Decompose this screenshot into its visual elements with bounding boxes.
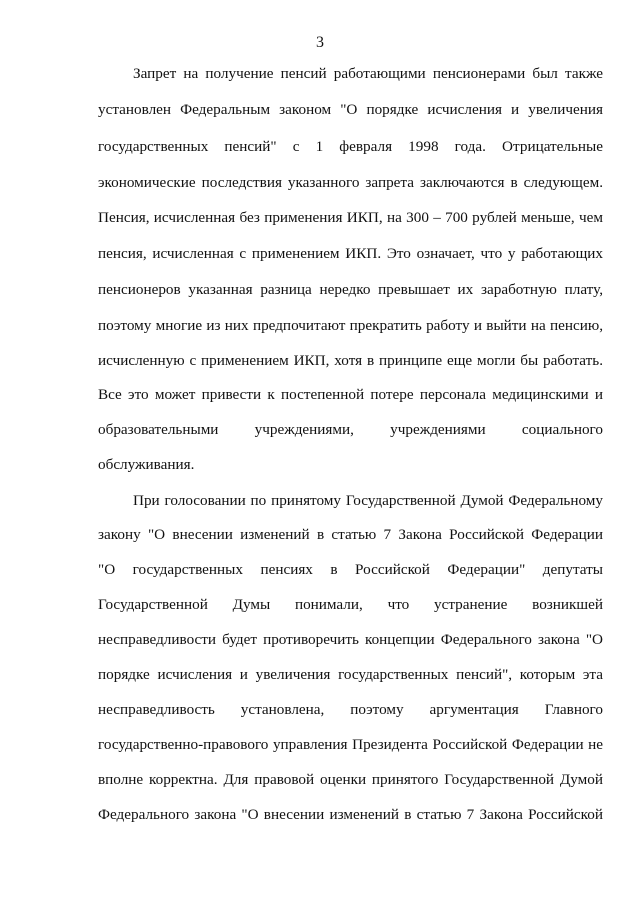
- paragraph-2-line-6: порядке исчисления и увеличения государственных пенсий", которым эта: [98, 666, 603, 683]
- paragraph-2-line-5: несправедливости будет противоречить концепции Федерального закона "О: [98, 631, 603, 648]
- paragraph-1-line-3: государственных пенсий" с 1 февраля 1998 года. Отрицательные: [98, 138, 603, 155]
- paragraph-1-line-6: пенсия, исчисленная с применением ИКП. Это означает, что у работающих: [98, 245, 603, 262]
- paragraph-1-line-10: Все это может привести к постепенной потере персонала медицинскими и: [98, 386, 603, 403]
- paragraph-2-line-3: "О государственных пенсиях в Российской Федерации" депутаты: [98, 561, 603, 578]
- paragraph-1-line-1: Запрет на получение пенсий работающими пенсионерами был также: [133, 65, 603, 82]
- paragraph-2-line-10: Федерального закона "О внесении изменений в статью 7 Закона Российской: [98, 806, 603, 823]
- paragraph-1-line-7: пенсионеров указанная разница нередко превышает их заработную плату,: [98, 281, 603, 298]
- paragraph-1-line-9: исчисленную с применением ИКП, хотя в принципе еще могли бы работать.: [98, 352, 603, 369]
- paragraph-1-line-2: установлен Федеральным законом "О порядке исчисления и увеличения: [98, 101, 603, 118]
- paragraph-2-line-1: При голосовании по принятому Государственной Думой Федеральному: [133, 492, 603, 509]
- paragraph-2-line-8: государственно-правового управления Президента Российской Федерации не: [98, 736, 603, 753]
- page-number: 3: [316, 34, 324, 51]
- paragraph-2-line-4: Государственной Думы понимали, что устранение возникшей: [98, 596, 603, 613]
- paragraph-2-line-9: вполне корректна. Для правовой оценки принятого Государственной Думой: [98, 771, 603, 788]
- paragraph-1-line-12: обслуживания.: [98, 456, 195, 473]
- paragraph-1-line-8: поэтому многие из них предпочитают прекратить работу и выйти на пенсию,: [98, 317, 603, 334]
- paragraph-1-line-4: экономические последствия указанного запрета заключаются в следующем.: [98, 174, 603, 191]
- paragraph-1-line-5: Пенсия, исчисленная без применения ИКП, на 300 – 700 рублей меньше, чем: [98, 209, 603, 226]
- paragraph-2-line-7: несправедливость установлена, поэтому аргументация Главного: [98, 701, 603, 718]
- paragraph-2-line-2: закону "О внесении изменений в статью 7 Закона Российской Федерации: [98, 526, 603, 543]
- paragraph-1-line-11: образовательными учреждениями, учреждениями социального: [98, 421, 603, 438]
